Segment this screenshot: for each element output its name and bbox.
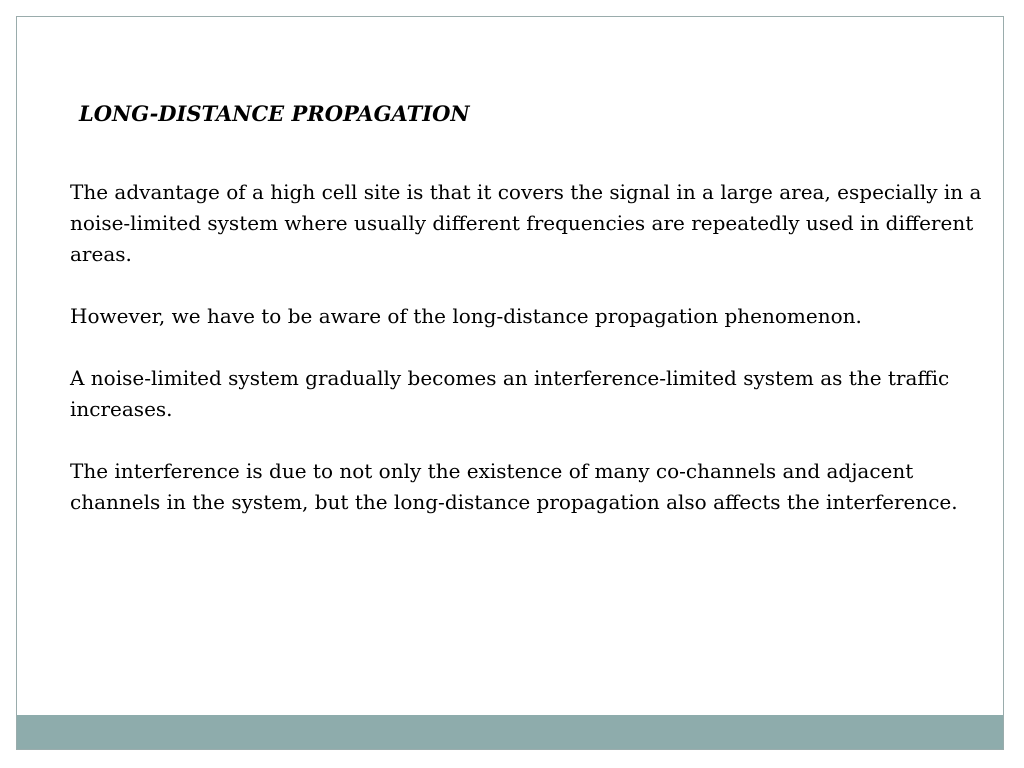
slide-body xyxy=(70,177,990,549)
slide-title: LONG-DISTANCE PROPAGATION xyxy=(79,101,470,126)
paragraph-advantage: The advantage of a high cell site is that it covers the signal in a large area, especially in a noise-limited system where usually different frequencies are repeatedly used in different areas. xyxy=(70,180,982,266)
paragraph-noise-limited: A noise-limited system gradually becomes an interference-limited system as the traffic increases. xyxy=(70,366,950,421)
paragraph-awareness: However, we have to be aware of the long-distance propagation phenomenon. xyxy=(70,304,862,328)
paragraph-interference: The interference is due to not only the existence of many co-channels and adjacent channels in the system, but the long-distance propagation also affects the interference. xyxy=(70,459,958,514)
slide xyxy=(16,16,1004,750)
footer-bar xyxy=(17,715,1003,749)
